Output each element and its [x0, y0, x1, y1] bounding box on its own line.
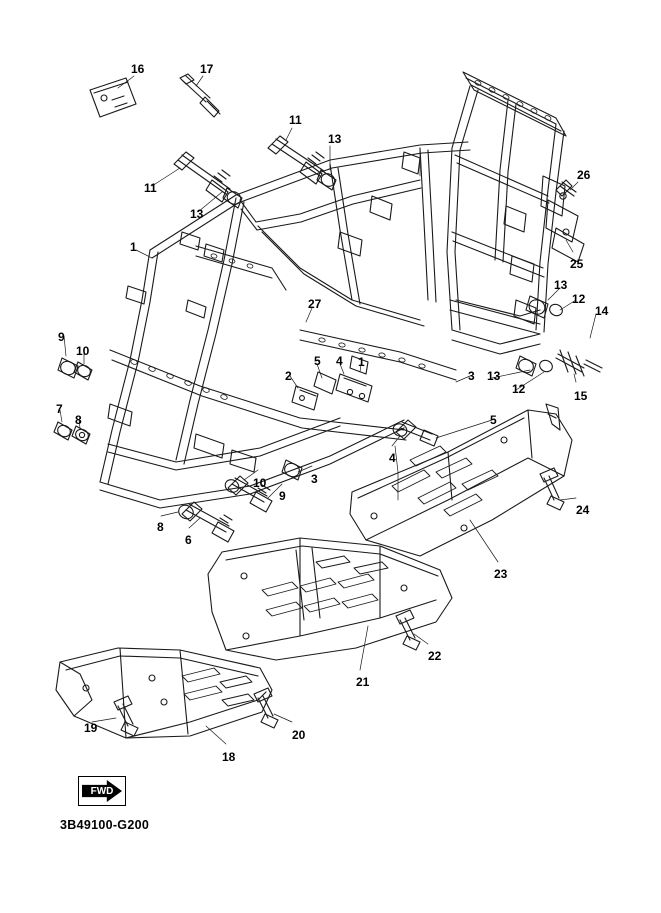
callout-3-lower: 3 — [311, 472, 318, 486]
callout-25: 25 — [570, 257, 584, 271]
callout-11-upper: 11 — [289, 113, 302, 127]
callout-24: 24 — [576, 503, 590, 517]
callout-7: 7 — [56, 402, 63, 416]
callout-9-left: 9 — [58, 330, 65, 344]
callout-13-upper: 13 — [328, 132, 342, 146]
callout-21: 21 — [356, 675, 370, 689]
callout-2: 2 — [285, 369, 292, 383]
callout-12-mid: 12 — [512, 382, 526, 396]
callout-11-left: 11 — [144, 181, 157, 195]
callout-26: 26 — [577, 168, 591, 182]
fwd-direction-marker — [78, 776, 126, 806]
callout-23: 23 — [494, 567, 508, 581]
callout-5-right: 5 — [490, 413, 497, 427]
callout-12-right: 12 — [572, 292, 586, 306]
callout-10-lower: 10 — [253, 476, 267, 490]
part-code: 3B49100-G200 — [60, 818, 150, 832]
callout-4-lower: 4 — [389, 451, 396, 465]
callout-4-centre: 4 — [336, 354, 343, 368]
callout-17: 17 — [200, 62, 214, 76]
callout-10-left: 10 — [76, 344, 90, 358]
callout-13-right: 13 — [554, 278, 568, 292]
callout-22: 22 — [428, 649, 442, 663]
fwd-label: FWD — [90, 785, 114, 797]
callout-18: 18 — [222, 750, 236, 764]
callout-27: 27 — [308, 297, 322, 311]
callout-6: 6 — [185, 533, 192, 547]
callout-1-centre: 1 — [358, 355, 365, 369]
callout-13-left: 13 — [190, 207, 204, 221]
callout-1-frame: 1 — [130, 240, 137, 254]
callout-14: 14 — [595, 304, 609, 318]
callout-8-left: 8 — [75, 413, 82, 427]
callout-8-lower: 8 — [157, 520, 164, 534]
callout-19: 19 — [84, 721, 98, 735]
callout-5-centre: 5 — [314, 354, 321, 368]
callout-3-right: 3 — [468, 369, 475, 383]
callout-15: 15 — [574, 389, 588, 403]
callout-13-mid: 13 — [487, 369, 501, 383]
callout-16: 16 — [131, 62, 145, 76]
callout-9-lower: 9 — [279, 489, 286, 503]
callout-20: 20 — [292, 728, 306, 742]
